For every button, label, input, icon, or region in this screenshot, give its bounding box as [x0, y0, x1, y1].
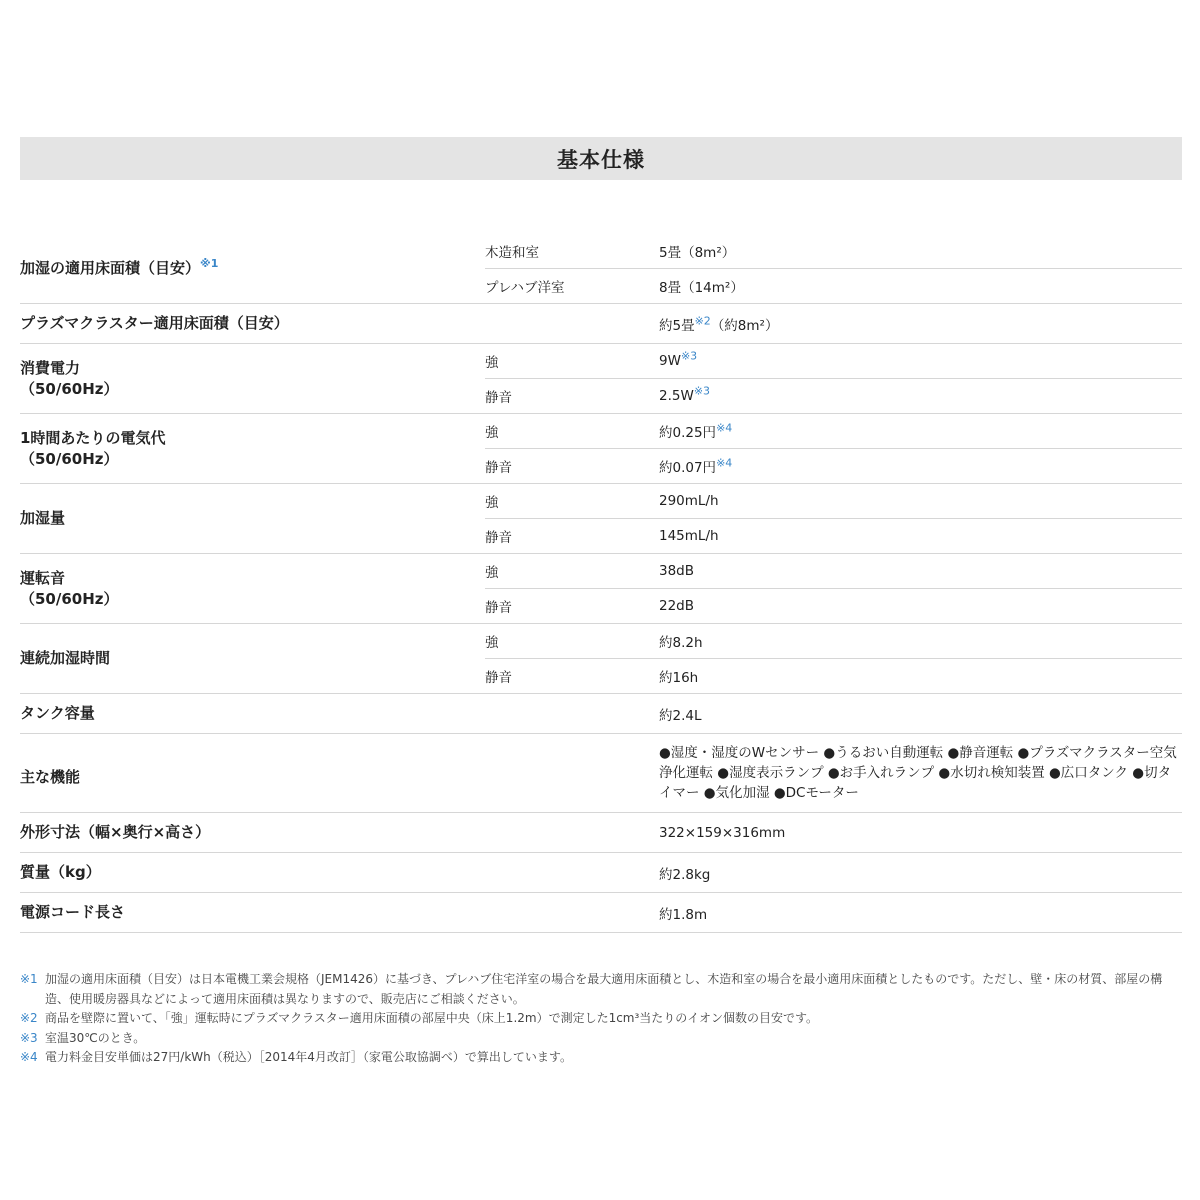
footnote-text: 室温30℃のとき。	[45, 1030, 146, 1045]
row-label: 消費電力 （50/60Hz）	[20, 344, 485, 414]
row-condition: 静音	[485, 519, 659, 554]
row-label: 電源コード長さ	[20, 893, 485, 933]
row-value: 約5畳$^{※2}$（約8m²）	[659, 304, 1182, 344]
row-condition: 静音	[485, 449, 659, 484]
table-row	[20, 234, 1182, 269]
row-label: 連続加湿時間	[20, 624, 485, 694]
row-label: 運転音 （50/60Hz）	[20, 554, 485, 624]
footnote-mark: ※3	[20, 1030, 38, 1045]
row-condition	[485, 734, 659, 813]
table-row	[20, 853, 1182, 893]
row-value: 8畳（14m²）	[659, 269, 1182, 304]
row-value: 322×159×316mm	[659, 813, 1182, 853]
table-row	[20, 304, 1182, 344]
footnote-ref[interactable]: ※4	[716, 421, 733, 435]
table-row	[20, 344, 1182, 379]
footnote-mark: ※4	[20, 1050, 38, 1064]
row-value: 38dB	[659, 554, 1182, 589]
table-row	[20, 734, 1182, 813]
footnote-ref[interactable]: ※3	[693, 384, 711, 398]
row-condition: 木造和室	[485, 234, 659, 269]
row-condition: 強	[485, 554, 659, 589]
spec-table	[20, 234, 1182, 933]
footnote-text: 電力料金目安単価は27円/kWh（税込）［2014年4月改訂］（家電公取協調べ）で算出しています。	[45, 1050, 572, 1064]
footnote	[20, 970, 1180, 1009]
row-condition: 静音	[485, 659, 659, 694]
row-label: タンク容量	[20, 694, 485, 734]
row-value: 約2.4L	[659, 694, 1182, 734]
footnotes	[20, 970, 1180, 1068]
row-label: 1時間あたりの電気代 （50/60Hz）	[20, 414, 485, 484]
row-condition	[485, 893, 659, 933]
footnote-ref[interactable]: ※4	[716, 456, 733, 470]
row-value: 9W$^{※3}$	[659, 344, 1182, 379]
row-label: 外形寸法（幅×奥行×高さ）	[20, 813, 485, 853]
row-condition	[485, 853, 659, 893]
row-condition: 静音	[485, 589, 659, 624]
footnote-text: 加湿の適用床面積（目安）は日本電機工業会規格（JEM1426）に基づき、プレハブ住宅洋室の場合を最大適用床面積とし、木造和室の場合を最小適用床面積としたものです。ただし、壁・床の材質、部屋の構造、使用暖房器具などによって適用床面積は異なりますので、販売店にご相談ください。	[45, 972, 1163, 1006]
table-row	[20, 414, 1182, 449]
table-row	[20, 694, 1182, 734]
row-label: 質量（kg）	[20, 853, 485, 893]
footnote	[20, 1048, 1180, 1068]
section-title: 基本仕様	[557, 147, 645, 172]
table-row	[20, 554, 1182, 589]
table-row	[20, 484, 1182, 519]
row-condition	[485, 304, 659, 344]
footnote-mark: ※2	[20, 1011, 38, 1025]
row-value: 約16h	[659, 659, 1182, 694]
footnote-text: 商品を壁際に置いて、「強」運転時にプラズマクラスター適用床面積の部屋中央（床上1.2m）で測定した1cm³当たりのイオン個数の目安です。	[45, 1011, 818, 1025]
footnote-mark: ※1	[20, 972, 38, 986]
row-condition	[485, 694, 659, 734]
footnote-ref[interactable]: ※1	[200, 257, 219, 270]
row-condition: 強	[485, 414, 659, 449]
footnote	[20, 1029, 1180, 1049]
row-value: 290mL/h	[659, 484, 1182, 519]
row-condition: 強	[485, 344, 659, 379]
table-row	[20, 893, 1182, 933]
row-label: 主な機能	[20, 734, 485, 813]
row-value: 約0.07円$^{※4}$	[659, 449, 1182, 484]
row-label: 加湿量	[20, 484, 485, 554]
row-label: 加湿の適用床面積（目安）$^{※1}$	[20, 234, 485, 304]
row-value: ●湿度・湿度のWセンサー ●うるおい自動運転 ●静音運転 ●プラズマクラスター空気浄化運転 ●湿度表示ランプ ●お手入れランプ ●水切れ検知装置 ●広口タンク ●切タイマー ●気化加湿 ●DCモーター	[659, 734, 1182, 813]
section-header	[20, 137, 1182, 180]
row-condition: 強	[485, 624, 659, 659]
row-value: 約1.8m	[659, 893, 1182, 933]
table-row	[20, 813, 1182, 853]
footnote-ref[interactable]: ※3	[680, 349, 698, 363]
row-value: 約0.25円$^{※4}$	[659, 414, 1182, 449]
row-label: プラズマクラスター適用床面積（目安）	[20, 304, 485, 344]
footnote-ref[interactable]: ※2	[694, 314, 711, 327]
row-value: 約2.8kg	[659, 853, 1182, 893]
row-condition: プレハブ洋室	[485, 269, 659, 304]
row-value: 145mL/h	[659, 519, 1182, 554]
footnote	[20, 1009, 1180, 1029]
row-condition: 強	[485, 484, 659, 519]
table-row	[20, 624, 1182, 659]
row-condition	[485, 813, 659, 853]
row-value: 2.5W$^{※3}$	[659, 379, 1182, 414]
row-value: 5畳（8m²）	[659, 234, 1182, 269]
row-condition: 静音	[485, 379, 659, 414]
row-value: 約8.2h	[659, 624, 1182, 659]
row-value: 22dB	[659, 589, 1182, 624]
